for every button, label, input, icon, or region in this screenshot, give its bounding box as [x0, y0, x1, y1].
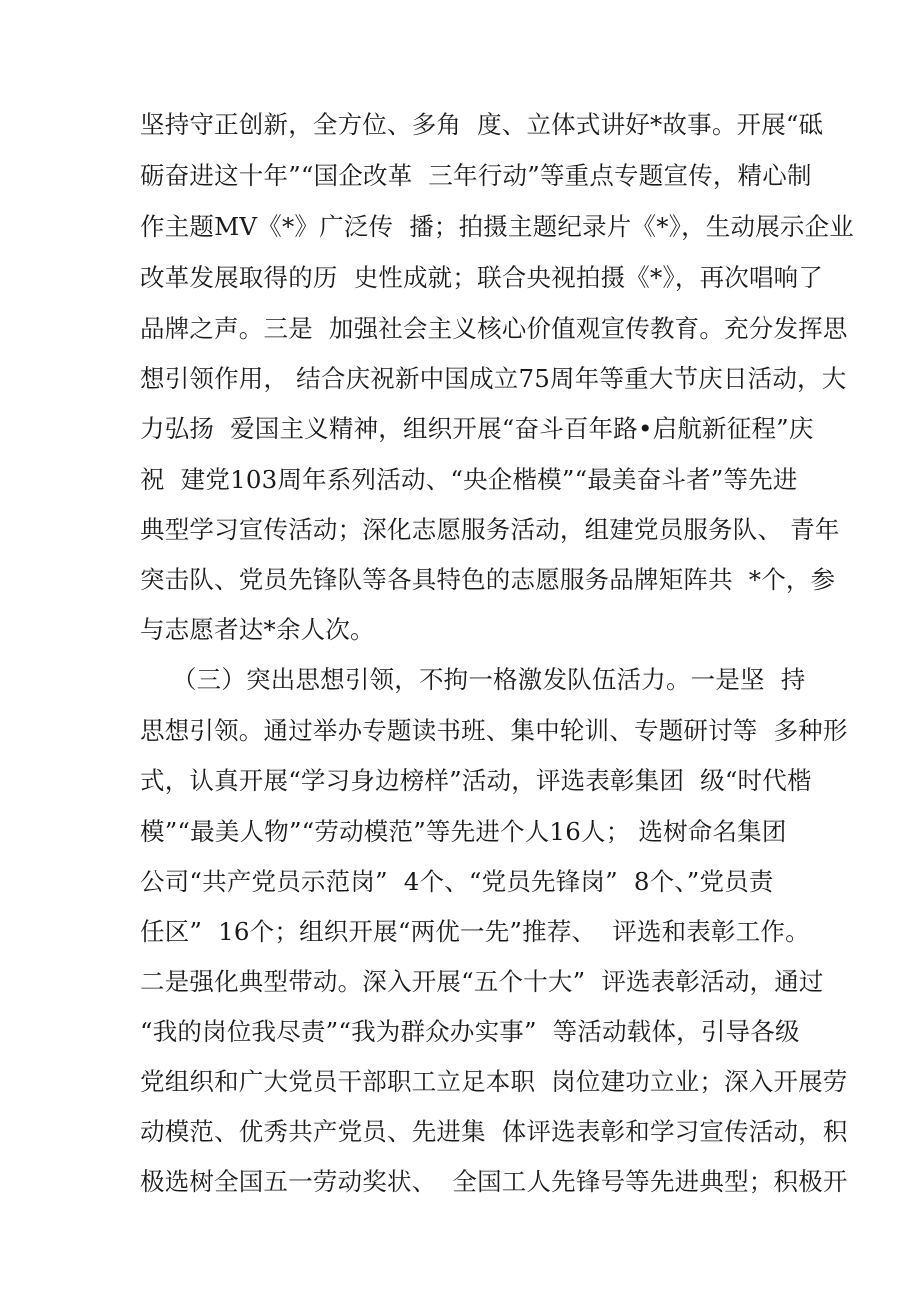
text-line: 想引领作用， 结合庆祝新中国成立75周年等重大节庆日活动，大: [140, 364, 847, 393]
text-line: 与志愿者达*余人次。: [140, 615, 375, 644]
text-line: 二是强化典型带动。深入开展“五个十大” 评选表彰活动，通过: [140, 967, 824, 996]
text-line: 力弘扬 爱国主义精神，组织开展“奋斗百年路•启航新征程”庆: [140, 414, 814, 443]
text-line: 思想引领。通过举办专题读书班、集中轮训、专题研讨等 多种形: [140, 716, 848, 745]
text-line: 改革发展取得的历 史性成就；联合央视拍摄《*》，再次唱响了: [140, 263, 824, 292]
text-line: “我的岗位我尽责”“我为群众办实事” 等活动载体，引导各级: [140, 1017, 800, 1046]
text-line: 祝 建党103周年系列活动、“央企楷模”“最美奋斗者”等先进: [140, 465, 798, 494]
text-line: 党组织和广大党员干部职工立足本职 岗位建功立业；深入开展劳: [140, 1067, 848, 1096]
text-line: 任区” 16个；组织开展“两优一先”推荐、 评选和表彰工作。: [140, 917, 810, 946]
text-line: 模”“最美人物”“劳动模范”等先进个人16人； 选树命名集团: [140, 817, 787, 846]
text-line: 极选树全国五一劳动奖状、 全国工人先锋号等先进典型；积极开: [140, 1167, 848, 1196]
text-line: 动模范、优秀共产党员、先进集 体评选表彰和学习宣传活动，积: [140, 1117, 848, 1146]
text-line: 坚持守正创新，全方位、多角 度、立体式讲好*故事。开展“砥: [140, 110, 824, 139]
paragraph-heading-line: （三）突出思想引领，不拘一格激发队伍活力。一是坚 持: [140, 665, 806, 694]
text-line: 品牌之声。三是 加强社会主义核心价值观宣传教育。充分发挥思: [140, 314, 848, 343]
text-line: 砺奋进这十年”“国企改革 三年行动”等重点专题宣传，精心制: [140, 161, 812, 190]
text-line: 式，认真开展“学习身边榜样”活动，评选表彰集团 级“时代楷: [140, 766, 812, 795]
text-line: 典型学习宣传活动；深化志愿服务活动，组建党员服务队、 青年: [140, 515, 840, 544]
text-line: 突击队、党员先锋队等各具特色的志愿服务品牌矩阵共 *个，参: [140, 565, 836, 594]
text-line: 作主题MV《*》广泛传 播；拍摄主题纪录片《*》，生动展示企业: [140, 212, 855, 241]
text-line: 公司“共产党员示范岗” 4个、“党员先锋岗” 8个、”党员责: [140, 867, 774, 896]
